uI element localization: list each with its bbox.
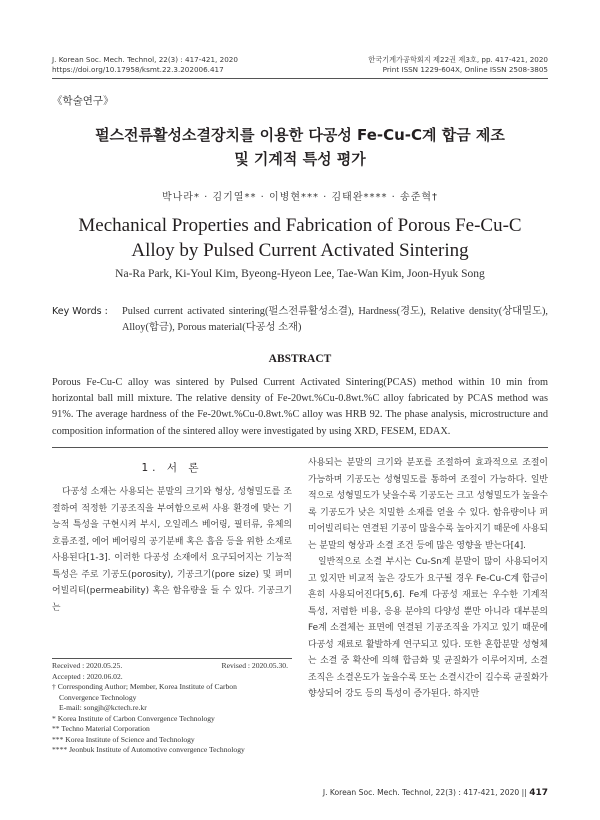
page-footer (323, 788, 548, 798)
abstract-body: Porous Fe-Cu-C alloy was sintered by Pulsed Current Activated Sintering(PCAS) method within 10 min from horizontal ball mill mixture. The relative density of Fe-20wt.%Cu-0.8wt.%C alloy fabricated by PCAS method was 91%. The average hardness of the Fe-20wt.%Cu-0.8wt.%C alloy was HRB 92. The phase analysis, microstructure and composition information of the sintered alloy were investigated by using XRD, FESEM, EDAX. (52, 377, 548, 437)
paragraph: 사용되는 분말의 크기와 분포를 조절하여 효과적으로 조절이 가능하며 기공도는 성형밀도를 통하여 조절이 가능하다. 일반적으로 성형밀도가 낮을수록 기공도는 크고 성형밀도가 높을수록 기공도가 낮은 치밀한 소재를 얻을 수 있다. 함유량이나 퍼미어빌리티는 연결된 기공이 많을수록 높아지기 때문에 사용되는 분말의 형상과 소결 조건 등에 많은 영향을 받는다[4]. (308, 458, 548, 551)
abstract-divider (52, 447, 548, 448)
english-authors: Na-Ra Park, Ki-Youl Kim, Byeong-Hyeon Lee, Tae-Wan Kim, Joon-Hyuk Song (115, 268, 485, 280)
korean-title-line2: 및 기계적 특성 평가 (234, 150, 366, 168)
journal-citation: J. Korean Soc. Mech. Technol, 22(3) : 417-421, 2020 (52, 55, 238, 64)
left-column (52, 484, 292, 616)
email-address[interactable]: E-mail: songjh@kctech.re.kr (59, 703, 147, 712)
corresponding-author: † Corresponding Author; Member, Korea Institute of Carbon (52, 682, 237, 691)
received-date: Received : 2020.05.25. (52, 661, 123, 670)
affiliation-1: * Korea Institute of Carbon Convergence Technology (52, 713, 215, 723)
section-heading-introduction: 1. 서 론 (141, 462, 203, 474)
korean-authors: 박나라* · 김기열** · 이병현*** · 김태완**** · 송준혁† (161, 192, 439, 203)
header-divider (52, 78, 548, 79)
paragraph: 일반적으로 소결 부시는 Cu-Sn계 분말이 많이 사용되어지고 있지만 비교적 높은 강도가 요구될 경우 Fe-Cu-C계 합금이 흔히 사용되어진다[5,6]. Fe계 다공성 재료는 우수한 기계적 특성, 저렴한 비용, 응용 분야의 다양성 뿐만 아니라 대부분의 Fe계 소결체는 표면에 연결된 기공조직을 가지고 있기 때문에 다공성 재료로 활발하게 연구되고 있다. 또한 혼합분말 성형체는 소결 중 확산에 의해 합금화 및 균질화가 이루어지며, 소결 조직은 소결온도가 높을수록 또는 소결시간이 길수록 균질화가 향상되어 강도 등의 특성이 증가된다. 하지만 (308, 557, 548, 699)
page-number: 417 (529, 788, 548, 798)
english-title-line1: Mechanical Properties and Fabrication of Porous Fe-Cu-C (78, 215, 522, 236)
corresponding-affiliation: Convergence Technology (59, 692, 137, 702)
affiliation-3: *** Korea Institute of Science and Technology (52, 734, 195, 744)
english-title-line2: Alloy by Pulsed Current Activated Sintering (131, 240, 469, 261)
issn-info: Print ISSN 1229-604X, Online ISSN 2508-3805 (382, 65, 548, 74)
footer-citation: J. Korean Soc. Mech. Technol, 22(3) : 417-421, 2020 || (322, 788, 527, 797)
article-type-tag: 《학술연구》 (52, 95, 114, 107)
journal-citation-korean: 한국기계가공학회지 제22권 제3호, pp. 417-421, 2020 (368, 55, 548, 64)
affiliation-4: **** Jeonbuk Institute of Automotive convergence Technology (52, 745, 245, 754)
paragraph: 다공성 소재는 사용되는 분말의 크기와 형상, 성형밀도를 조절하여 적정한 기공조직을 부여함으로써 사용 환경에 맞는 기능적 특성을 구현시켜 부시, 오일레스 베어링, 필터류, 유체의 흐름조절, 에어 베어링의 공기분배 혹은 흡음 등을 위한 소재로 사용된다[1-3]. 이러한 다공성 소재에서 요구되어지는 기능적 특성은 주로 기공도(porosity), 기공크기(pore size) 및 퍼미어빌리티(permeability) 혹은 함유량을 들 수 있다. 기공크기는 (52, 487, 292, 613)
received-revised-row (52, 661, 292, 672)
accepted-date: Accepted : 2020.06.02. (52, 671, 123, 681)
footnotes (52, 661, 292, 756)
keywords-label: Key Words : (52, 306, 108, 317)
doi-link[interactable]: https://doi.org/10.17958/ksmt.22.3.202006.417 (52, 65, 224, 74)
revised-date: Revised : 2020.05.30. (221, 661, 288, 670)
affiliation-2: ** Techno Material Corporation (52, 724, 150, 733)
right-column (308, 455, 548, 703)
abstract-heading: ABSTRACT (268, 353, 332, 365)
korean-title-line1: 펄스전류활성소결장치를 이용한 다공성 Fe-Cu-C계 합금 제조 (95, 126, 505, 144)
keywords-list: Pulsed current activated sintering(펄스전류활성소결), Hardness(경도), Relative density(상대밀도), Alloy(합금), Porous material(다공성 소재) (122, 306, 548, 333)
footnote-divider (52, 658, 292, 659)
